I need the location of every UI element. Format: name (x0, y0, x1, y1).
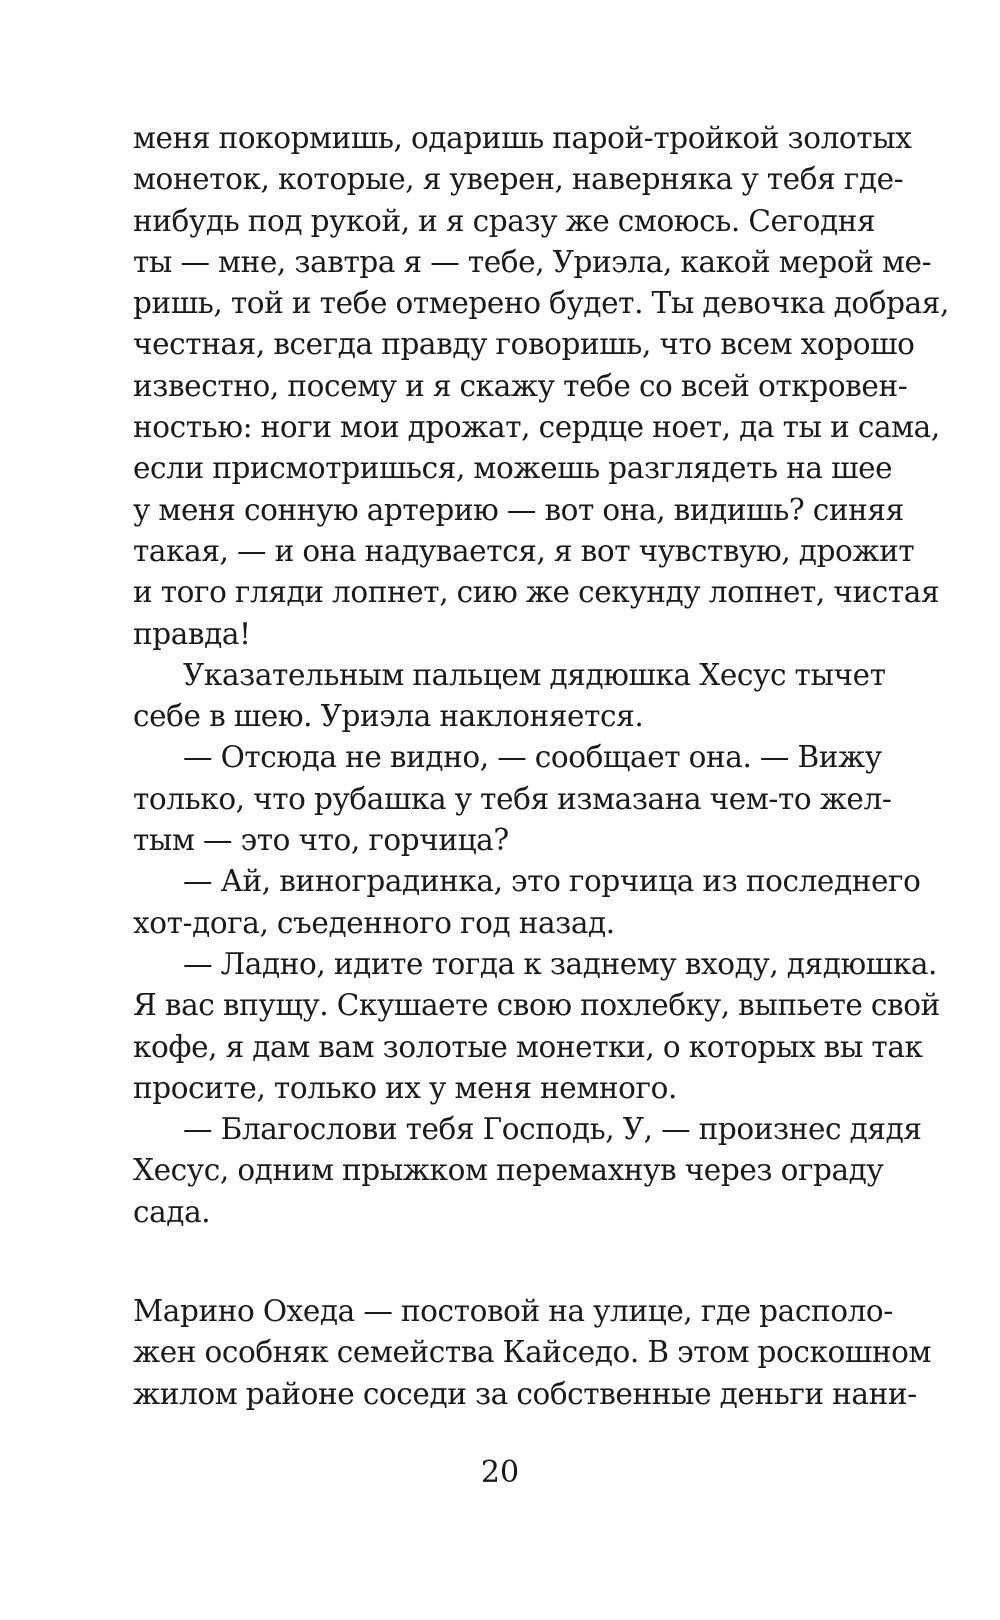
page-number: 20 (480, 1455, 520, 1490)
text-line: тым — это что, горчица? (133, 823, 509, 858)
text-line: известно, посему и я скажу тебе со всей откровен- (133, 368, 908, 403)
text-line: честная, всегда правду говоришь, что всем хорошо (133, 327, 915, 362)
text-line: и того гляди лопнет, сию же секунду лопнет, чистая (133, 575, 940, 610)
text-line: Указательным пальцем дядюшка Хесус тычет (183, 657, 886, 692)
text-line: ришь, той и тебе отмерено будет. Ты девочка добрая, (133, 286, 949, 321)
text-line: сада. (133, 1194, 211, 1229)
text-line: хот-дога, съеденного год назад. (133, 905, 615, 940)
text-line: — Отсюда не видно, — сообщает она. — Вижу (183, 740, 882, 775)
text-line: себе в шею. Уриэла наклоняется. (133, 699, 644, 734)
main-text (133, 118, 949, 1233)
text-line: правда! (133, 616, 251, 651)
text-line: у меня сонную артерию — вот она, видишь? синяя (133, 492, 904, 527)
text-line: Хесус, одним прыжком перемахнув через ограду (133, 1153, 884, 1188)
text-line: такая, — и она надувается, я вот чувствую, дрожит (133, 533, 915, 568)
text-line: жилом районе соседи за собственные деньги нани- (133, 1376, 917, 1411)
text-line: Марино Охеда — постовой на улице, где располо- (133, 1294, 893, 1328)
text-line: ностью: ноги мои дрожат, сердце ноет, да ты и сама, (133, 410, 940, 445)
text-line: нибудь под рукой, и я сразу же смоюсь. Сегодня (133, 203, 876, 238)
text-line: монеток, которые, я уверен, наверняка у тебя где- (133, 162, 904, 197)
text-line: — Благослови тебя Господь, У, — произнес дядя (183, 1112, 922, 1147)
text-line: — Ладно, идите тогда к заднему входу, дядюшка. (183, 946, 938, 981)
section-text (133, 1291, 932, 1415)
text-line: кофе, я дам вам золотые монетки, о которых вы так (133, 1029, 923, 1064)
text-line: только, что рубашка у тебя измазана чем-то жел- (133, 781, 892, 816)
text-line: жен особняк семейства Кайседо. В этом роскошном (133, 1335, 932, 1370)
text-line: ты — мне, завтра я — тебе, Уриэла, какой мерой ме- (133, 244, 932, 279)
text-line: Я вас впущу. Скушаете свою похлебку, выпьете свой (133, 988, 940, 1023)
text-line: меня покормишь, одаришь парой-тройкой золотых (133, 121, 912, 155)
text-line: просите, только их у меня немного. (133, 1070, 677, 1105)
text-line: если присмотришься, можешь разглядеть на шее (133, 451, 893, 486)
text-line: — Ай, виноградинка, это горчица из последнего (183, 864, 921, 899)
